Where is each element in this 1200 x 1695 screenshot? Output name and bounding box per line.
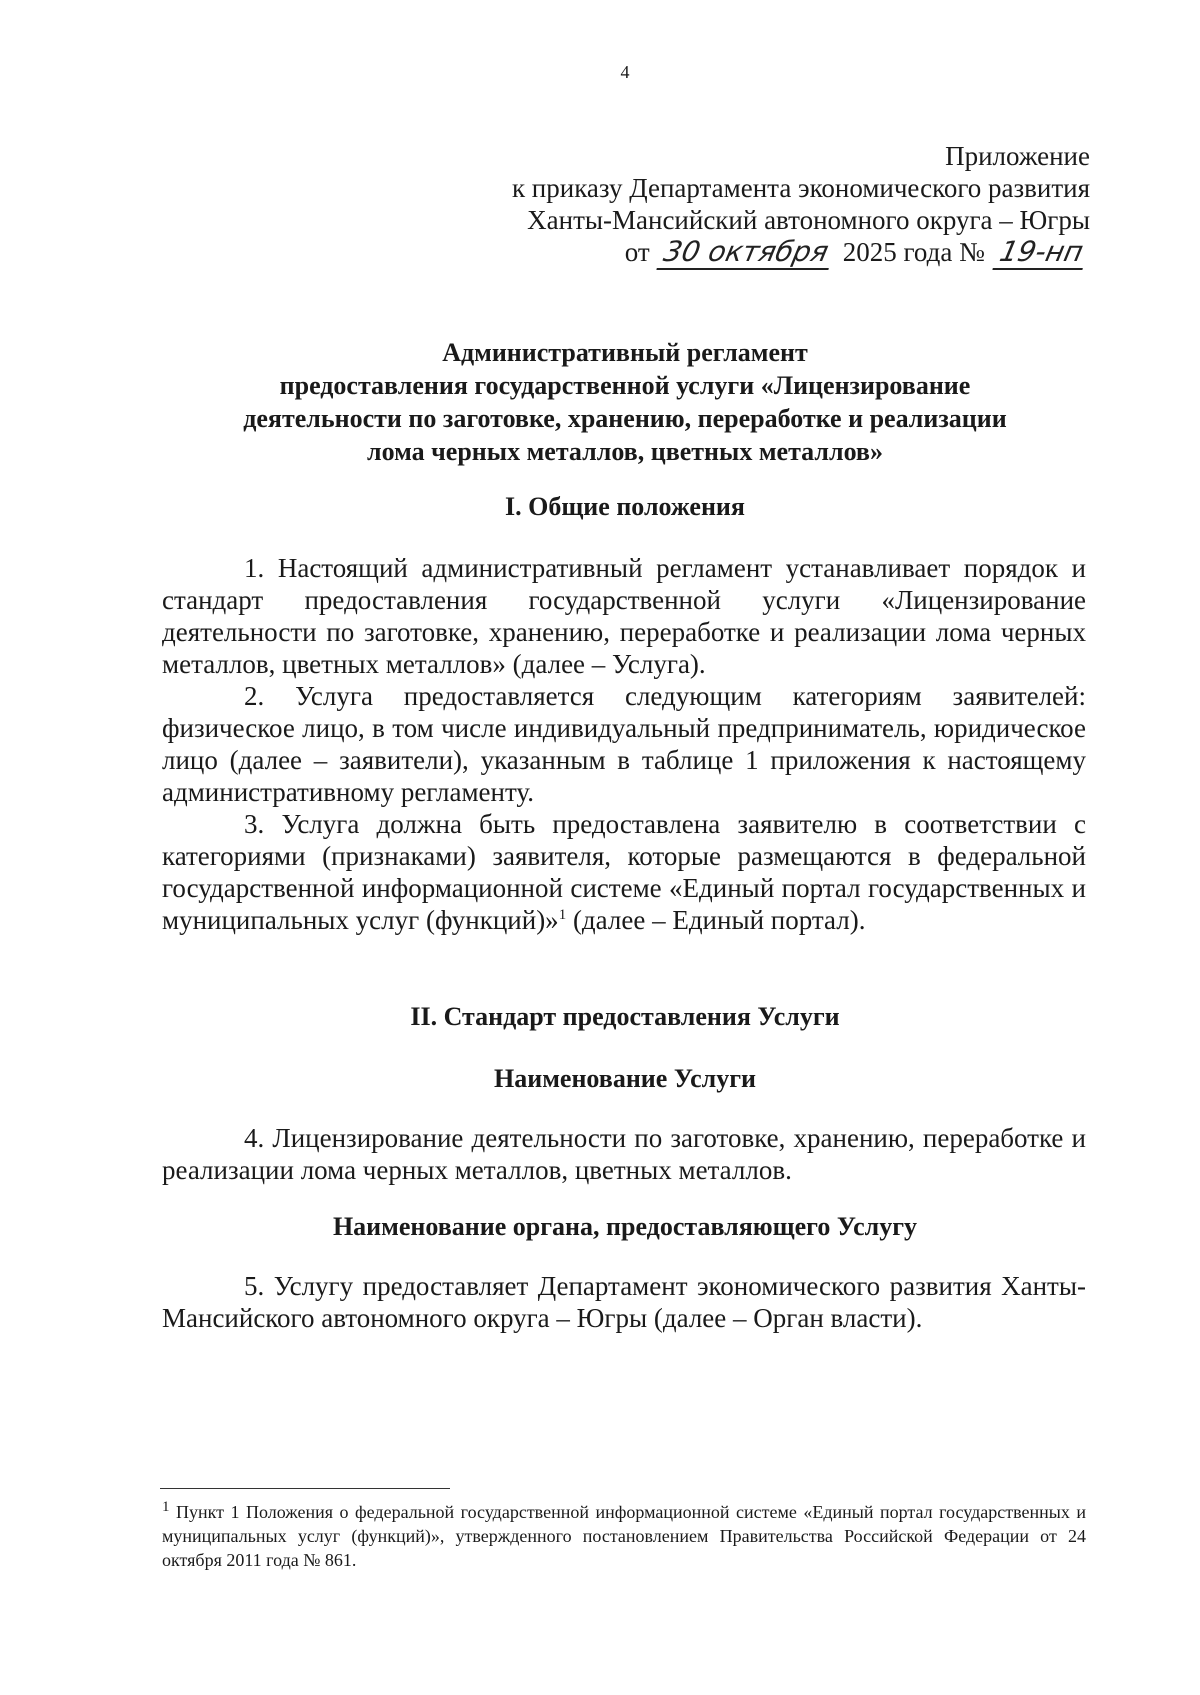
footnote-divider xyxy=(160,1488,450,1489)
subsection-service-name-heading: Наименование Услуги xyxy=(493,1064,757,1093)
appendix-region: Ханты-Мансийский автономного округа – Югры xyxy=(527,205,1090,235)
order-year: 2025 года № xyxy=(842,237,985,267)
document-title xyxy=(160,336,1090,468)
footnote xyxy=(162,1500,1086,1572)
footnote-mark: 1 xyxy=(162,1499,170,1515)
paragraph-1: 1. Настоящий административный регламент устанавливает порядок и стандарт предоставления государственной услуги «Лицензирование деятельности по заготовке, хранению, переработке и реализации лома черных металлов, цветных металлов» (далее – Услуга). xyxy=(162,553,1086,679)
appendix-order-reference: к приказу Департамента экономического развития xyxy=(511,173,1090,203)
section-1-heading: I. Общие положения xyxy=(505,492,745,521)
order-prefix: от xyxy=(624,237,650,267)
appendix-header xyxy=(370,140,1090,270)
footnote-text: Пункт 1 Положения о федеральной государственной информационной системе «Единый портал государственных и муниципальных услуг (функций)», утвержденного постановлением Правительства Российской Федерации от 24 октября 2011 года № 861. xyxy=(162,1502,1086,1570)
paragraph-4: 4. Лицензирование деятельности по заготовке, хранению, переработке и реализации лома черных металлов, цветных металлов. xyxy=(162,1123,1086,1185)
subsection-authority-heading: Наименование органа, предоставляющего Услугу xyxy=(332,1212,918,1241)
section-2-heading: II. Стандарт предоставления Услуги xyxy=(410,1002,840,1031)
paragraph-3-tail: (далее – Единый портал). xyxy=(566,905,866,935)
title-line-1: Административный регламент xyxy=(442,338,808,367)
title-line-3: деятельности по заготовке, хранению, переработке и реализации xyxy=(243,404,1007,433)
title-line-4: лома черных металлов, цветных металлов» xyxy=(367,437,883,466)
paragraph-5: 5. Услугу предоставляет Департамент экономического развития Ханты-Мансийского автономного округа – Югры (далее – Орган власти). xyxy=(162,1271,1086,1333)
order-date-handwritten: 30 октября xyxy=(657,236,836,270)
title-line-2: предоставления государственной услуги «Лицензирование xyxy=(279,371,971,400)
appendix-label: Приложение xyxy=(945,141,1090,171)
paragraph-2: 2. Услуга предоставляется следующим категориям заявителей: физическое лицо, в том числе индивидуальный предприниматель, юридическое лицо (далее – заявители), указанным в таблице 1 приложения к настоящему административному регламенту. xyxy=(162,681,1086,807)
order-number-handwritten: 19-нп xyxy=(992,236,1090,270)
paragraph-3-text: 3. Услуга должна быть предоставлена заявителю в соответствии с категориями (признаками) заявителя, которые размещаются в федеральной государственной информационной системе «Единый портал государственных и муниципальных услуг (функций)» xyxy=(162,809,1086,935)
appendix-order-line xyxy=(370,236,1090,270)
paragraph-3 xyxy=(162,808,1086,936)
page-number: 4 xyxy=(620,62,630,82)
footnote-reference: 1 xyxy=(558,907,567,923)
